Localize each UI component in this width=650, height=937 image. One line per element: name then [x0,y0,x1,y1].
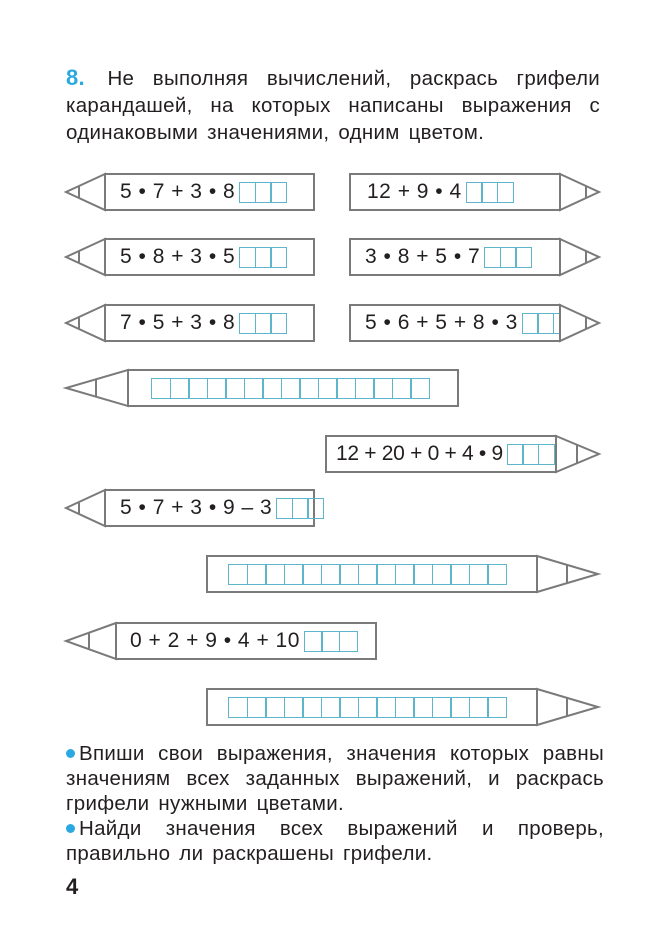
answer-cell[interactable] [500,247,517,268]
pencil-body [104,173,315,211]
answer-cell[interactable] [321,564,341,585]
pencil-body [104,304,315,342]
answer-cell[interactable] [358,564,378,585]
answer-cell[interactable] [432,697,452,718]
answer-cell[interactable] [239,182,256,203]
answer-cell[interactable] [262,378,282,399]
pencil-tip-left-icon[interactable] [65,238,105,276]
pencil-tip-left-icon[interactable] [65,369,128,407]
pencil-body [115,622,377,660]
answer-cells[interactable] [239,182,287,203]
answer-cell[interactable] [355,378,375,399]
answer-cell[interactable] [469,564,489,585]
answer-cell[interactable] [207,378,227,399]
instruction-item [66,816,604,866]
instruction-text: Впиши свои выражения, значения которых равны значениям всех заданных выражений, и раскрась грифели нужными цветами. [66,742,604,815]
answer-cells[interactable] [276,498,324,519]
answer-cell[interactable] [151,378,171,399]
pencil-11[interactable] [65,622,377,660]
answer-cell[interactable] [270,313,287,334]
expression: 0 + 2 + 9 • 4 + 10 [130,629,300,652]
pencil-8[interactable] [325,435,600,473]
answer-cell[interactable] [466,182,483,203]
answer-cells[interactable] [239,313,287,334]
pencil-tip-left-icon[interactable] [65,173,105,211]
answer-cell[interactable] [299,378,319,399]
answer-cell[interactable] [522,313,539,334]
answer-cell[interactable] [450,564,470,585]
answer-cell[interactable] [376,697,396,718]
answer-cell[interactable] [318,378,338,399]
answer-cells[interactable] [466,182,514,203]
answer-cells[interactable] [228,564,507,585]
answer-cell[interactable] [321,697,341,718]
answer-cell[interactable] [376,564,396,585]
instruction-text: Найди значения всех выражений и проверь, правильно ли раскрашены грифели. [66,817,604,865]
answer-cells[interactable] [151,378,430,399]
answer-cell[interactable] [392,378,412,399]
answer-cell[interactable] [228,564,248,585]
page-number: 4 [66,874,79,899]
pencil-body [349,304,561,342]
answer-cells[interactable] [507,444,555,465]
pencil-5[interactable] [65,304,315,342]
answer-cell[interactable] [244,378,264,399]
answer-cell[interactable] [373,378,393,399]
answer-cell[interactable] [292,498,309,519]
answer-cell[interactable] [507,444,524,465]
answer-cell[interactable] [321,631,340,652]
answer-cell[interactable] [265,564,285,585]
answer-cell[interactable] [276,498,293,519]
answer-cell[interactable] [188,378,208,399]
pencil-body [325,435,557,473]
pencil-body [349,173,561,211]
answer-cell[interactable] [270,247,287,268]
answer-cell[interactable] [395,564,415,585]
answer-cell[interactable] [284,697,304,718]
pencil-body [206,555,538,593]
answer-cell[interactable] [255,313,272,334]
pencil-tip-right-icon[interactable] [560,304,600,342]
pencil-9[interactable] [65,489,315,527]
answer-cell[interactable] [304,631,323,652]
answer-cells[interactable] [304,631,358,652]
pencil-7[interactable] [65,369,459,407]
answer-cell[interactable] [225,378,245,399]
answer-cell[interactable] [413,564,433,585]
answer-cell[interactable] [432,564,452,585]
answer-cell[interactable] [302,564,322,585]
expression: 5 • 7 + 3 • 8 [120,180,236,203]
pencil-tip-left-icon[interactable] [65,622,116,660]
answer-cell[interactable] [497,182,514,203]
answer-cell[interactable] [413,697,433,718]
answer-cell[interactable] [302,697,322,718]
answer-cell[interactable] [522,444,539,465]
instruction-item [66,741,604,816]
answer-cell[interactable] [487,697,507,718]
answer-cell[interactable] [239,247,256,268]
expression: 12 + 9 • 4 [367,180,462,203]
answer-cell[interactable] [284,564,304,585]
answer-cell[interactable] [538,444,555,465]
answer-cell[interactable] [307,498,324,519]
bullet-icon [66,824,75,833]
pencil-body [104,489,315,527]
pencil-3[interactable] [65,238,315,276]
pencil-tip-right-icon[interactable] [537,688,599,726]
answer-cell[interactable] [336,378,356,399]
answer-cell[interactable] [270,182,287,203]
expression: 5 • 6 + 5 + 8 • 3 [365,311,518,334]
answer-cell[interactable] [469,697,489,718]
pencil-body [206,688,538,726]
answer-cells[interactable] [239,247,287,268]
answer-cell[interactable] [339,697,359,718]
answer-cell[interactable] [339,631,358,652]
expression: 7 • 5 + 3 • 8 [120,311,236,334]
answer-cells[interactable] [484,247,532,268]
pencil-tip-right-icon[interactable] [556,435,600,473]
answer-cell[interactable] [481,182,498,203]
pencil-body [104,238,315,276]
answer-cell[interactable] [265,697,285,718]
expression: 12 + 20 + 0 + 4 • 9 [336,442,503,465]
answer-cell[interactable] [339,564,359,585]
pencil-tip-right-icon[interactable] [560,238,600,276]
answer-cells[interactable] [228,697,507,718]
pencil-tip-left-icon[interactable] [65,304,105,342]
answer-cell[interactable] [228,697,248,718]
pencil-12[interactable] [206,688,599,726]
pencil-10[interactable] [206,555,599,593]
pencil-body [127,369,459,407]
instructions [66,741,604,866]
answer-cell[interactable] [450,697,470,718]
answer-cell[interactable] [358,697,378,718]
expression: 3 • 8 + 5 • 7 [365,245,481,268]
answer-cell[interactable] [239,313,256,334]
task-statement [66,64,600,146]
pencil-body [349,238,561,276]
answer-cell[interactable] [255,182,272,203]
answer-cell[interactable] [281,378,301,399]
pencil-6[interactable] [349,304,600,342]
pencil-1[interactable] [65,173,315,211]
answer-cell[interactable] [487,564,507,585]
pencil-tip-right-icon[interactable] [537,555,599,593]
expression: 5 • 7 + 3 • 9 – 3 [120,496,273,519]
answer-cell[interactable] [537,313,554,334]
answer-cell[interactable] [515,247,532,268]
answer-cell[interactable] [410,378,430,399]
pencil-tip-right-icon[interactable] [560,173,600,211]
answer-cell[interactable] [170,378,190,399]
pencil-2[interactable] [349,173,600,211]
answer-cell[interactable] [395,697,415,718]
task-number: 8. [66,65,85,90]
answer-cell[interactable] [484,247,501,268]
answer-cell[interactable] [255,247,272,268]
expression: 5 • 8 + 3 • 5 [120,245,236,268]
answer-cell[interactable] [247,564,267,585]
pencil-tip-left-icon[interactable] [65,489,105,527]
pencil-4[interactable] [349,238,600,276]
task-text: Не выполняя вычислений, раскрась грифели карандашей, на которых написаны выражения с одинаковыми значениями, одним цветом. [66,67,600,144]
answer-cell[interactable] [247,697,267,718]
bullet-icon [66,749,75,758]
